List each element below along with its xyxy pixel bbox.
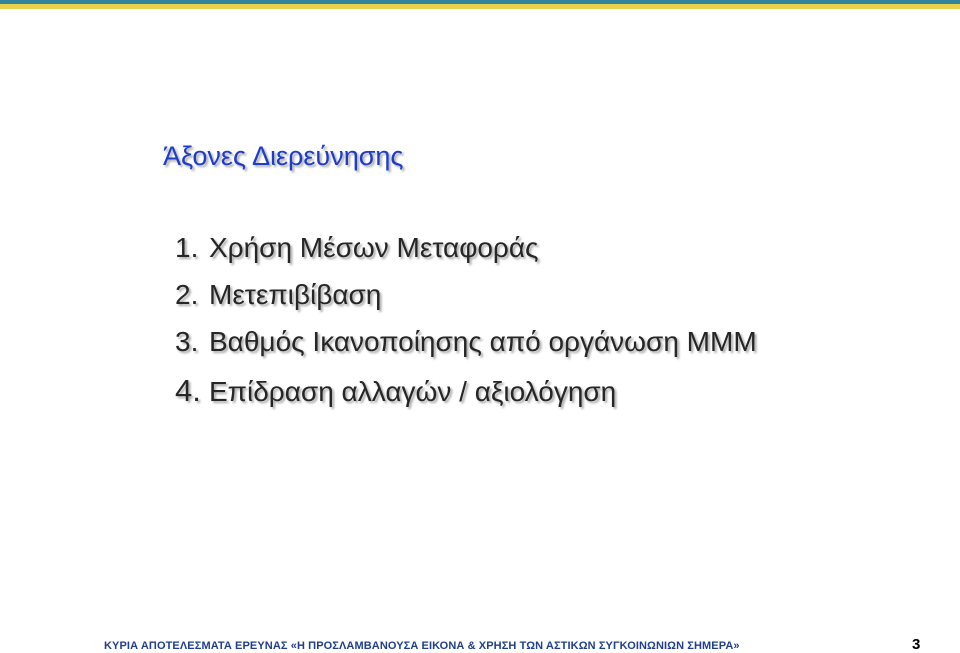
list-item-text: Χρήση Μέσων Μεταφοράς [209, 232, 539, 263]
list-item [175, 373, 757, 420]
slide-title: Άξονες Διερεύνησης [163, 141, 404, 171]
list-item-number: 4. [175, 373, 201, 408]
top-band-yellow [0, 4, 960, 9]
list-item-number: 1. [175, 232, 199, 263]
list-item-text: Μετεπιβίβαση [209, 279, 382, 310]
list-item-text: Επίδραση αλλαγών / αξιολόγηση [209, 376, 617, 407]
axes-list [175, 232, 757, 420]
list-item-number: 3. [175, 326, 199, 357]
footer-caption: ΚΥΡΙΑ ΑΠΟΤΕΛΕΣΜΑΤΑ ΕΡΕΥΝΑΣ «Η ΠΡΟΣΛΑΜΒΑΝΟΥΣΑ ΕΙΚΟΝΑ & ΧΡΗΣΗ ΤΩΝ ΑΣΤΙΚΩΝ ΣΥΓΚΟΙΝΩΝΙΩΝ ΣΗΜΕΡΑ» [104, 640, 740, 652]
list-item [175, 232, 757, 279]
top-decorative-bar [0, 0, 960, 10]
page-number: 3 [912, 636, 921, 653]
list-item-number: 2. [175, 279, 199, 310]
list-item [175, 326, 757, 373]
list-item-text: Βαθμός Ικανοποίησης από οργάνωση ΜΜΜ [209, 326, 757, 357]
list-item [175, 279, 757, 326]
